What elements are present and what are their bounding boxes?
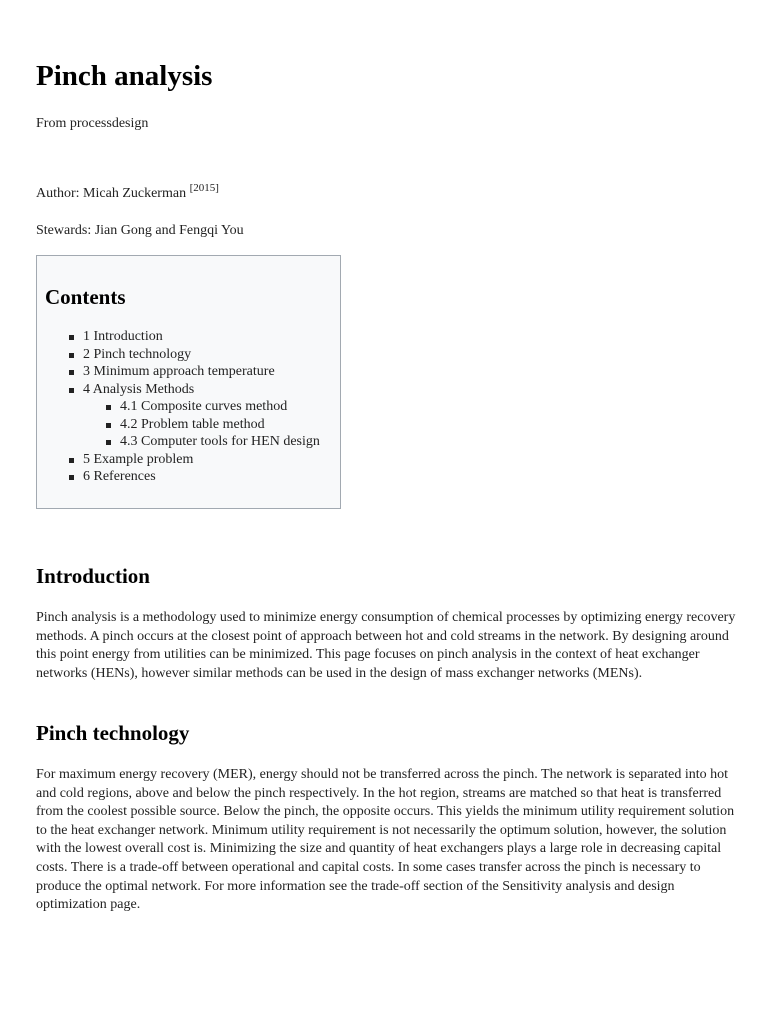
toc-link[interactable]: 1 Introduction [83, 329, 163, 344]
stewards-line: Stewards: Jian Gong and Fengqi You [36, 223, 244, 238]
author-text: Author: Micah Zuckerman [36, 186, 190, 201]
toc-link[interactable]: 4.2 Problem table method [120, 416, 265, 432]
section-heading-introduction: Introduction [36, 564, 150, 588]
author-line [36, 184, 219, 204]
toc-item-introduction[interactable] [66, 328, 320, 346]
toc-item-pinch-technology[interactable] [66, 346, 320, 364]
introduction-paragraph: Pinch analysis is a methodology used to minimize energy consumption of chemical processes by optimizing energy recovery methods. A pinch occurs at the closest point of approach between hot and cold streams in the network. By designing around this point energy from utilities can be minimized. This page focuses on pinch analysis in the context of heat exchanger networks (HENs), however similar methods can be used in the design of mass exchanger networks (MENs). [36, 610, 736, 681]
toc-item-example-problem[interactable] [66, 451, 320, 469]
toc-link[interactable]: 6 References [83, 469, 156, 484]
table-of-contents [36, 255, 341, 509]
toc-title: Contents [45, 285, 126, 309]
toc-link[interactable]: 3 Minimum approach temperature [83, 364, 275, 379]
section-heading-pinch-technology: Pinch technology [36, 721, 190, 745]
toc-item-computer-tools[interactable] [103, 433, 320, 451]
site-subtitle: From processdesign [36, 116, 149, 131]
toc-link[interactable]: 4.3 Computer tools for HEN design [120, 434, 320, 449]
toc-item-minimum-approach-temperature[interactable] [66, 363, 320, 381]
toc-item-composite-curves[interactable] [103, 398, 320, 416]
pinch-technology-paragraph: For maximum energy recovery (MER), energy should not be transferred across the pinch. The network is separated into hot and cold regions, above and below the pinch respectively. In the hot region, streams are matched so that heat is transferred from the coolest possible source. Below the pinch, the opposite occurs. This yields the minimum utility requirement solution to the heat exchanger network. Minimum utility requirement is not necessarily the optimum solution, however, the solution with the lowest overall cost is. Minimizing the size and quantity of heat exchangers plays a large role in decreasing capital costs. There is a trade-off between operational and capital costs. In some cases transfer across the pinch is necessary to produce the optimal network. For more information see the trade-off section of the Sensitivity analysis and design optimization page. [36, 767, 735, 913]
toc-link[interactable]: 5 Example problem [83, 451, 194, 467]
toc-item-analysis-methods[interactable] [66, 381, 320, 399]
toc-list [66, 328, 320, 486]
author-year-reference[interactable]: [2015] [189, 182, 219, 194]
toc-link[interactable]: 2 Pinch technology [83, 346, 192, 362]
page-title: Pinch analysis [36, 60, 213, 92]
toc-link[interactable]: 4.1 Composite curves method [120, 399, 288, 414]
toc-item-references[interactable] [66, 468, 320, 486]
toc-item-problem-table[interactable] [103, 416, 320, 434]
toc-link[interactable]: 4 Analysis Methods [83, 381, 195, 397]
